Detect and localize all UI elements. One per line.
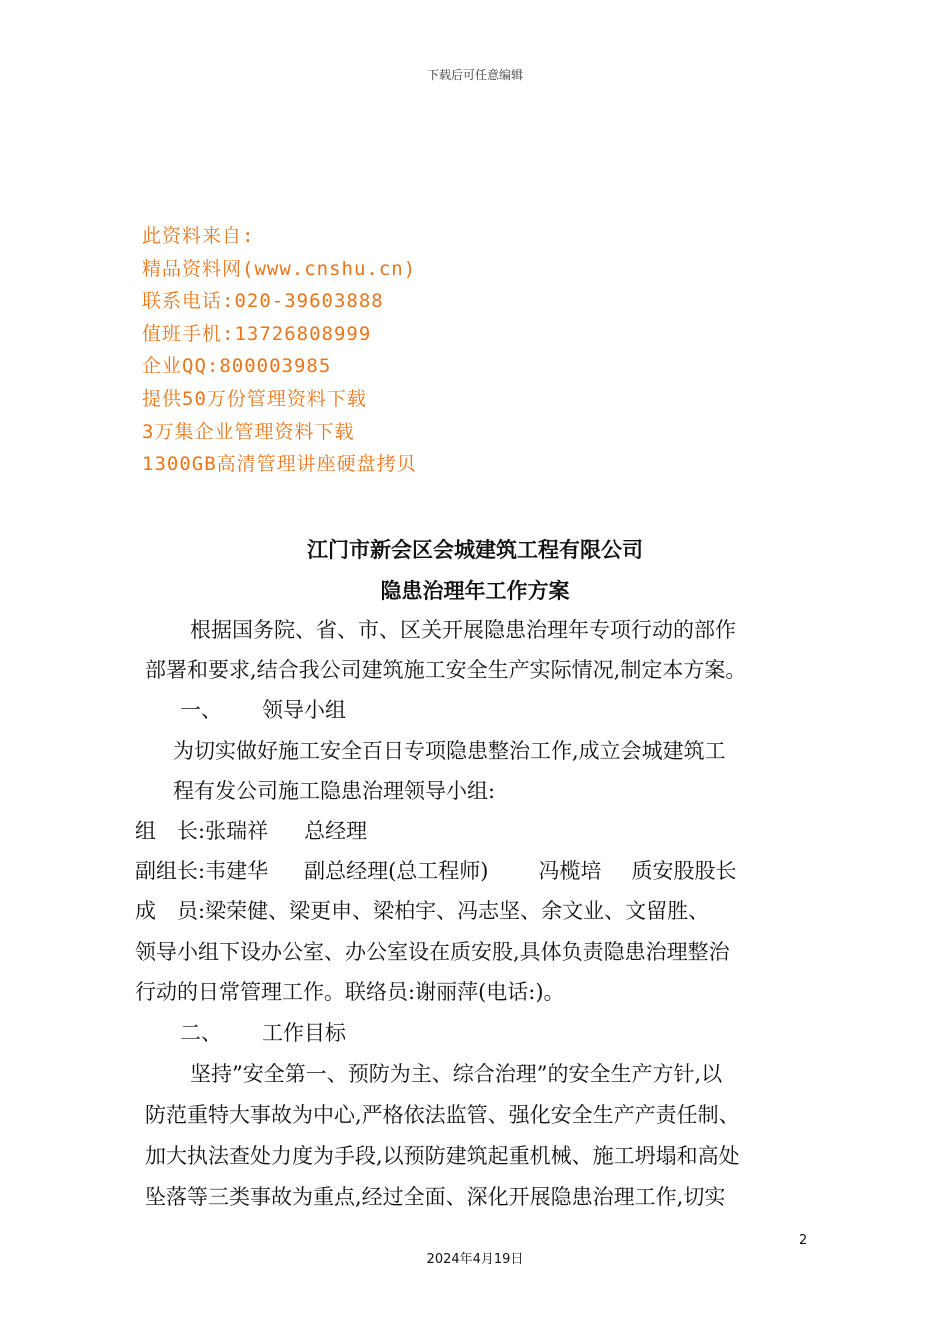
paragraph-line: 加大执法查处力度为手段,以预防建筑起重机械、施工坍塌和高处 — [145, 1144, 740, 1168]
source-line: 联系电话:020-39603888 — [142, 290, 384, 313]
paragraph-line: 为切实做好施工安全百日专项隐患整治工作,成立会城建筑工 — [173, 739, 726, 763]
deputy-name: 副组长:韦建华 — [135, 859, 269, 883]
source-line: 提供50万份管理资料下载 — [142, 387, 367, 410]
source-line: 1300GB高清管理讲座硬盘拷贝 — [142, 453, 417, 476]
source-info-block — [142, 220, 417, 481]
document-title: 江门市新会区会城建筑工程有限公司 — [307, 538, 643, 562]
page-header: 下载后可任意编辑 — [426, 68, 523, 82]
leader-row — [135, 811, 367, 851]
section-number: 一、 — [180, 698, 222, 722]
section-title: 领导小组 — [262, 698, 346, 722]
deputy2-name: 冯榄培 — [538, 859, 602, 883]
section-number: 二、 — [180, 1021, 222, 1045]
paragraph-line: 程有发公司施工隐患治理领导小组: — [173, 779, 496, 803]
paragraph-line: 行动的日常管理工作。联络员:谢丽萍(电话:)。 — [135, 980, 565, 1004]
footer-date: 2024年4月19日 — [426, 1252, 524, 1267]
source-line: 此资料来自: — [142, 225, 255, 247]
section-heading-1 — [180, 690, 346, 730]
section-title: 工作目标 — [262, 1021, 346, 1045]
source-line: 精品资料网(www.cnshu.cn) — [142, 257, 417, 280]
leader-name: 组 长:张瑞祥 — [135, 819, 269, 843]
source-line: 3万集企业管理资料下载 — [142, 420, 355, 443]
source-line: 值班手机:13726808999 — [142, 322, 372, 345]
paragraph-line: 防范重特大事故为中心,严格依法监管、强化安全生产产责任制、 — [145, 1103, 740, 1127]
deputy2-title: 质安股股长 — [631, 859, 737, 883]
source-line: 企业QQ:800003985 — [142, 355, 332, 378]
members-row: 成 员:梁荣健、梁更申、梁柏宇、冯志坚、余文业、文留胜、 — [135, 899, 710, 923]
paragraph-line: 坚持”安全第一、预防为主、综合治理”的安全生产方针,以 — [190, 1062, 723, 1086]
paragraph-line: 部署和要求,结合我公司建筑施工安全生产实际情况,制定本方案。 — [145, 658, 747, 682]
leader-title: 总经理 — [304, 819, 368, 843]
page-number: 2 — [799, 1233, 808, 1248]
paragraph-line: 根据国务院、省、市、区关开展隐患治理年专项行动的部作 — [190, 618, 736, 642]
paragraph-line: 坠落等三类事故为重点,经过全面、深化开展隐患治理工作,切实 — [145, 1185, 726, 1209]
deputy-row — [135, 851, 736, 891]
document-subtitle: 隐患治理年工作方案 — [380, 579, 570, 603]
paragraph-line: 领导小组下设办公室、办公室设在质安股,具体负责隐患治理整治 — [135, 940, 730, 964]
deputy-title: 副总经理(总工程师) — [304, 859, 489, 883]
section-heading-2 — [180, 1013, 346, 1053]
